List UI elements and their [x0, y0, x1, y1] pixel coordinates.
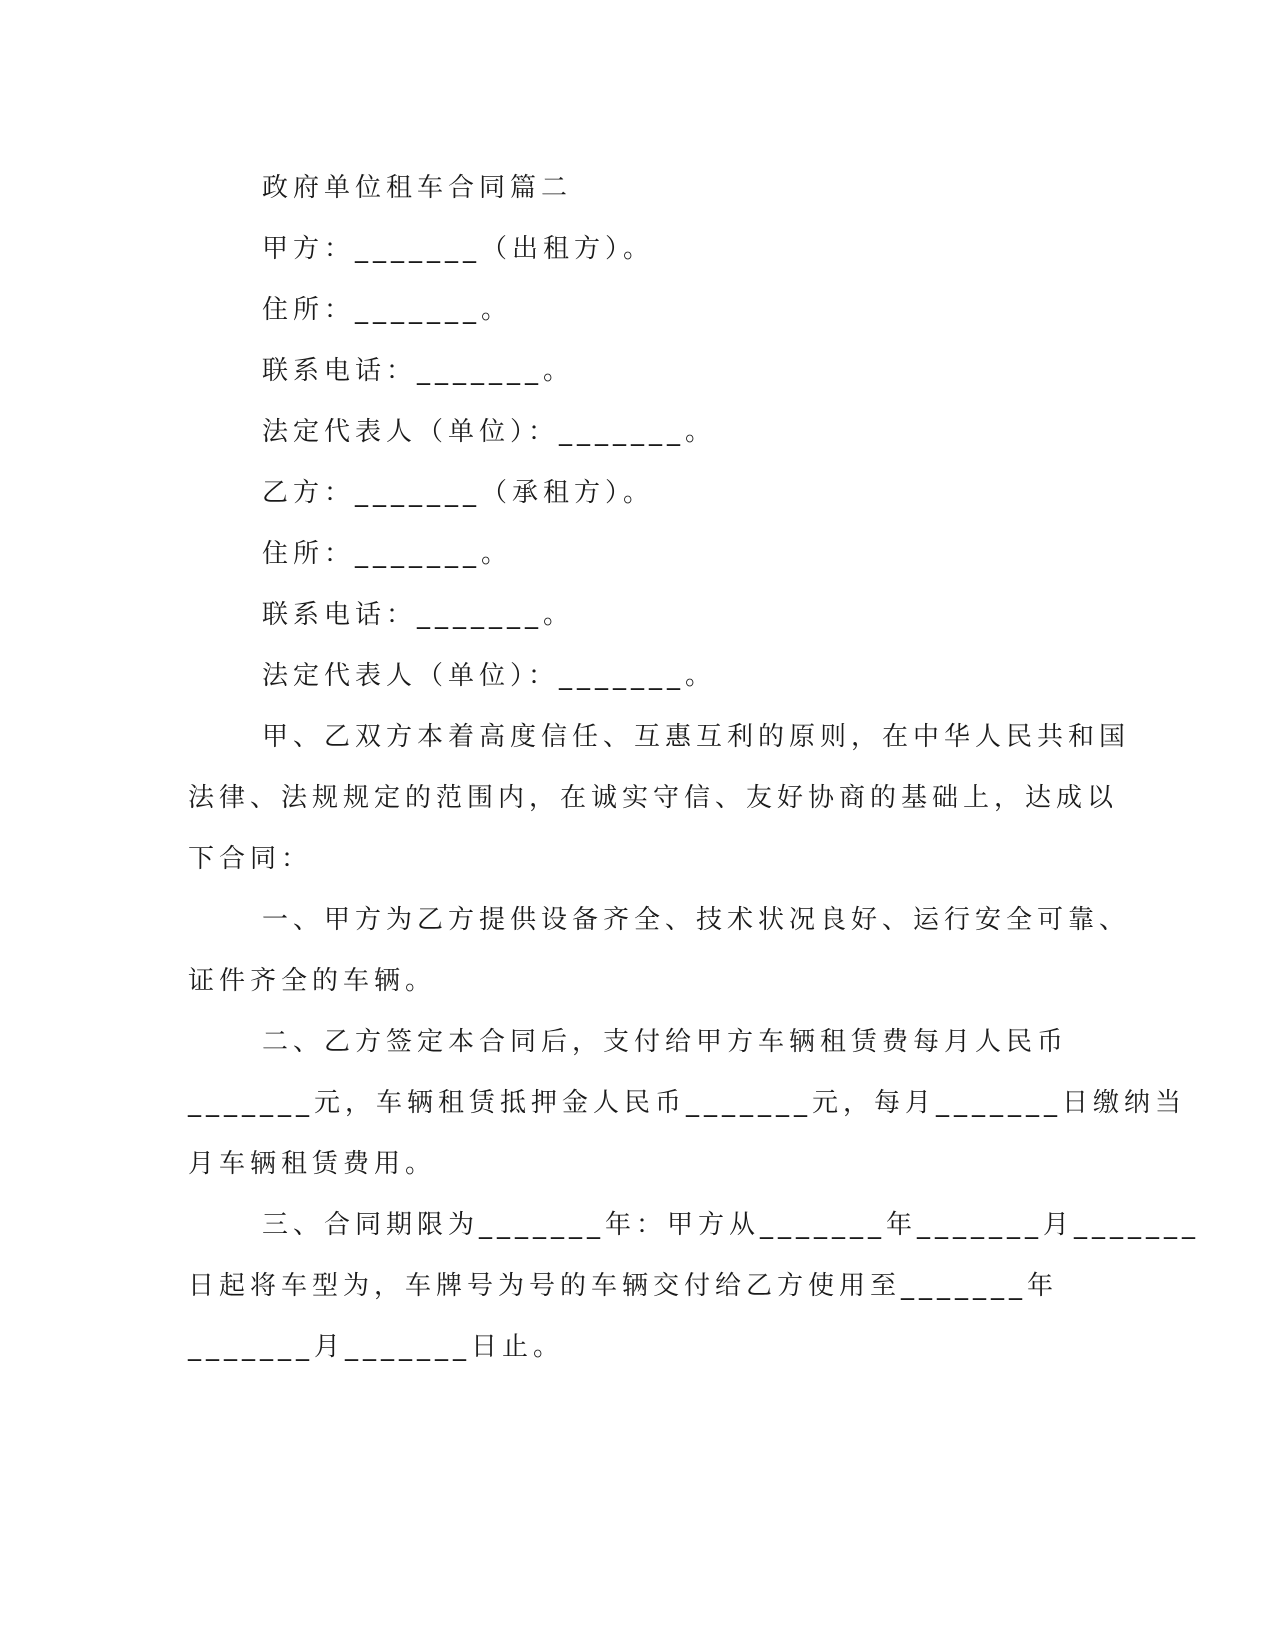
clause-line: _______月_______日止。 [188, 1332, 565, 1362]
clause-line: 三、合同期限为_______年：甲方从_______年_______月_______ [262, 1210, 1201, 1240]
party-a-name: 甲方：_______（出租方）。 [262, 234, 655, 264]
party-b-phone: 联系电话：_______。 [262, 600, 575, 630]
clause-line: 证件齐全的车辆。 [188, 966, 437, 996]
clause-line: 月车辆租赁费用。 [188, 1149, 437, 1179]
clause-line: 二、乙方签定本合同后，支付给甲方车辆租赁费每月人民币 [262, 1027, 1069, 1057]
clause-1 [188, 890, 1131, 1012]
clause-line: 日起将车型为，车牌号为号的车辆交付给乙方使用至_______年 [188, 1271, 1059, 1301]
party-a-phone: 联系电话：_______。 [262, 356, 575, 386]
document-body [188, 158, 1201, 1378]
party-b-name: 乙方：_______（承租方）。 [262, 478, 655, 508]
clause-line: 一、甲方为乙方提供设备齐全、技术状况良好、运行安全可靠、 [262, 905, 1131, 935]
party-a-representative: 法定代表人（单位）：_______。 [262, 417, 717, 447]
party-a-address: 住所：_______。 [262, 295, 513, 325]
party-b-representative: 法定代表人（单位）：_______。 [262, 661, 717, 691]
clause-line: 甲、乙双方本着高度信任、互惠互利的原则，在中华人民共和国 [262, 722, 1131, 752]
clause-line: 法律、法规规定的范围内，在诚实守信、友好协商的基础上，达成以 [188, 783, 1119, 813]
document-title: 政府单位租车合同篇二 [262, 173, 573, 203]
clause-2 [188, 1012, 1187, 1195]
clause-3 [188, 1195, 1201, 1378]
clause-line: 下合同： [188, 844, 313, 874]
clause-line: _______元，车辆租赁抵押金人民币_______元，每月_______日缴纳当 [188, 1088, 1187, 1118]
party-b-address: 住所：_______。 [262, 539, 513, 569]
clause-preamble [188, 707, 1131, 890]
